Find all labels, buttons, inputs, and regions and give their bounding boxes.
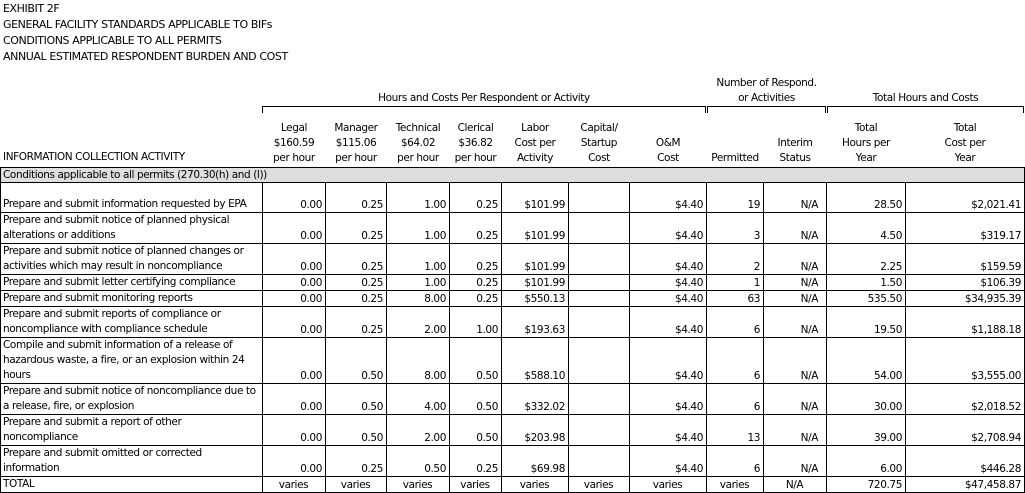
cell-permitted: 6: [707, 446, 764, 477]
col-header-clerical: [450, 121, 501, 166]
cell-legal: 0.00: [263, 307, 326, 338]
col-header-labor-line-3: Activity: [516, 152, 554, 164]
cell-clerical: 0.25: [450, 183, 502, 213]
exhibit-title: EXHIBIT 2F: [3, 2, 60, 15]
table-row: [1, 338, 1025, 384]
group-bracket-hours-costs: [262, 106, 706, 113]
col-header-legal-line-1: Legal: [280, 122, 308, 134]
col-header-technical-line-3: per hour: [397, 152, 439, 164]
cell-interim: N/A: [764, 244, 827, 275]
cell-total-cost: $319.17: [906, 213, 1025, 244]
cell-activity: Prepare and submit a report of other noncompliance: [1, 415, 263, 446]
col-header-labor: [502, 121, 568, 166]
cell-technical: 1.00: [387, 275, 450, 291]
exhibit-subtitle-1: GENERAL FACILITY STANDARDS APPLICABLE TO BIFs: [3, 18, 273, 31]
cell-activity: Prepare and submit notice of planned physical alterations or additions: [1, 213, 263, 244]
section-row: [1, 168, 1025, 183]
cell-capital: [569, 183, 630, 213]
cell-labor: varies: [502, 477, 569, 493]
cell-interim: N/A: [764, 477, 827, 493]
cell-total-hours: 28.50: [827, 183, 906, 213]
col-header-technical-line-2: $64.02: [400, 137, 436, 149]
col-header-clerical-line-1: Clerical: [457, 122, 494, 134]
cell-technical: 1.00: [387, 244, 450, 275]
cell-manager: 0.25: [326, 244, 387, 275]
cell-total-hours: 54.00: [827, 338, 906, 384]
group-heading-hours-costs: Hours and Costs Per Respondent or Activity: [378, 92, 590, 104]
cell-total-hours: 2.25: [827, 244, 906, 275]
cell-permitted: 6: [707, 338, 764, 384]
cell-legal: 0.00: [263, 183, 326, 213]
cell-interim: N/A: [764, 307, 827, 338]
cell-legal: 0.00: [263, 291, 326, 307]
cell-manager: 0.50: [326, 415, 387, 446]
cell-clerical: 0.25: [450, 275, 502, 291]
group-heading-num-respond-1: Number of Respond.: [716, 77, 817, 89]
cell-total-cost: $2,021.41: [906, 183, 1025, 213]
cell-legal: 0.00: [263, 275, 326, 291]
col-header-manager: [326, 121, 386, 166]
col-header-total-hours-line-2: Hours per: [842, 137, 890, 149]
cell-permitted: 6: [707, 307, 764, 338]
table-row: [1, 291, 1025, 307]
cell-capital: [569, 384, 630, 415]
col-header-labor-line-2: Cost per: [514, 137, 556, 149]
cell-activity: Prepare and submit omitted or corrected information: [1, 446, 263, 477]
cell-labor: $550.13: [502, 291, 569, 307]
cell-capital: [569, 446, 630, 477]
cell-total-hours: 720.75: [827, 477, 906, 493]
col-header-manager-line-1: Manager: [334, 122, 378, 134]
table-row: [1, 213, 1025, 244]
col-header-total-cost: [906, 121, 1024, 166]
col-header-capital-line-1: Capital/: [580, 122, 618, 134]
total-row: [1, 477, 1025, 493]
cell-total-hours: 4.50: [827, 213, 906, 244]
cell-interim: N/A: [764, 446, 827, 477]
cell-clerical: 0.25: [450, 213, 502, 244]
cell-clerical: 0.50: [450, 415, 502, 446]
cell-interim: N/A: [764, 183, 827, 213]
cell-activity: Prepare and submit reports of compliance or noncompliance with compliance schedule: [1, 307, 263, 338]
cell-manager: 0.25: [326, 275, 387, 291]
group-bracket-num-respond: [707, 106, 826, 113]
cell-technical: varies: [387, 477, 450, 493]
cell-permitted: 13: [707, 415, 764, 446]
col-header-capital-line-3: Cost: [588, 152, 610, 164]
cell-technical: 8.00: [387, 338, 450, 384]
cell-total-cost: $34,935.39: [906, 291, 1025, 307]
cell-interim: N/A: [764, 291, 827, 307]
cell-total-cost: $446.28: [906, 446, 1025, 477]
section-label: Conditions applicable to all permits (270.30(h) and (l)): [1, 168, 1025, 183]
cell-om: $4.40: [630, 213, 707, 244]
cell-technical: 8.00: [387, 291, 450, 307]
col-header-total-cost-line-2: Cost per: [944, 137, 986, 149]
cell-capital: varies: [569, 477, 630, 493]
cell-activity: TOTAL: [1, 477, 263, 493]
cell-legal: 0.00: [263, 338, 326, 384]
exhibit-header: [3, 1, 288, 65]
cell-total-hours: 6.00: [827, 446, 906, 477]
burden-table: [0, 167, 1025, 493]
cell-total-hours: 1.50: [827, 275, 906, 291]
col-header-manager-line-2: $115.06: [335, 137, 377, 149]
cell-total-cost: $3,555.00: [906, 338, 1025, 384]
table-row: [1, 275, 1025, 291]
cell-interim: N/A: [764, 415, 827, 446]
cell-labor: $101.99: [502, 244, 569, 275]
cell-interim: N/A: [764, 338, 827, 384]
cell-capital: [569, 244, 630, 275]
cell-total-hours: 39.00: [827, 415, 906, 446]
cell-om: $4.40: [630, 415, 707, 446]
col-header-labor-line-1: Labor: [521, 122, 549, 134]
cell-capital: [569, 307, 630, 338]
cell-clerical: varies: [450, 477, 502, 493]
cell-manager: 0.25: [326, 213, 387, 244]
col-header-interim-line-2: Status: [779, 152, 811, 164]
cell-labor: $69.98: [502, 446, 569, 477]
col-header-technical-line-1: Technical: [395, 122, 441, 134]
cell-total-cost: $2,708.94: [906, 415, 1025, 446]
cell-technical: 1.00: [387, 183, 450, 213]
cell-legal: varies: [263, 477, 326, 493]
cell-capital: [569, 415, 630, 446]
burden-table-body: [1, 168, 1025, 493]
col-header-interim: [764, 136, 826, 166]
cell-activity: Prepare and submit monitoring reports: [1, 291, 263, 307]
cell-activity: Prepare and submit notice of planned changes or activities which may result in noncompliance: [1, 244, 263, 275]
cell-interim: N/A: [764, 384, 827, 415]
cell-clerical: 0.50: [450, 338, 502, 384]
cell-capital: [569, 338, 630, 384]
col-header-om: [630, 136, 706, 166]
col-header-total-hours-line-1: Total: [854, 122, 878, 134]
cell-total-hours: 535.50: [827, 291, 906, 307]
cell-total-hours: 30.00: [827, 384, 906, 415]
cell-permitted: 2: [707, 244, 764, 275]
col-header-legal: [263, 121, 325, 166]
cell-total-cost: $106.39: [906, 275, 1025, 291]
group-heading-total: Total Hours and Costs: [872, 92, 979, 104]
group-bracket-total: [827, 106, 1024, 113]
cell-clerical: 0.25: [450, 244, 502, 275]
col-header-clerical-line-2: $36.82: [458, 137, 493, 149]
col-header-total-hours: [827, 121, 905, 166]
table-row: [1, 307, 1025, 338]
cell-manager: 0.25: [326, 291, 387, 307]
cell-om: $4.40: [630, 338, 707, 384]
exhibit-subtitle-2: CONDITIONS APPLICABLE TO ALL PERMITS: [3, 34, 222, 47]
col-header-om-line-2: Cost: [657, 152, 679, 164]
cell-labor: $203.98: [502, 415, 569, 446]
cell-permitted: 6: [707, 384, 764, 415]
table-row: [1, 384, 1025, 415]
cell-manager: 0.25: [326, 307, 387, 338]
col-header-legal-line-2: $160.59: [273, 137, 315, 149]
cell-permitted: 3: [707, 213, 764, 244]
cell-clerical: 0.50: [450, 384, 502, 415]
cell-om: $4.40: [630, 307, 707, 338]
cell-technical: 2.00: [387, 415, 450, 446]
cell-activity: Prepare and submit notice of noncompliance due to a release, fire, or explosion: [1, 384, 263, 415]
col-header-total-cost-line-1: Total: [953, 122, 977, 134]
exhibit-subtitle-3: ANNUAL ESTIMATED RESPONDENT BURDEN AND COST: [3, 50, 288, 63]
cell-legal: 0.00: [263, 446, 326, 477]
col-header-legal-line-3: per hour: [273, 152, 315, 164]
cell-labor: $101.99: [502, 183, 569, 213]
cell-om: varies: [630, 477, 707, 493]
cell-manager: 0.25: [326, 183, 387, 213]
col-header-om-line-1: O&M: [655, 137, 681, 149]
col-header-total-hours-line-3: Year: [855, 152, 877, 164]
cell-technical: 4.00: [387, 384, 450, 415]
cell-permitted: 63: [707, 291, 764, 307]
cell-labor: $101.99: [502, 213, 569, 244]
cell-clerical: 1.00: [450, 307, 502, 338]
table-row: [1, 446, 1025, 477]
cell-total-hours: 19.50: [827, 307, 906, 338]
cell-om: $4.40: [630, 384, 707, 415]
cell-legal: 0.00: [263, 213, 326, 244]
cell-legal: 0.00: [263, 384, 326, 415]
cell-manager: 0.50: [326, 338, 387, 384]
cell-clerical: 0.25: [450, 291, 502, 307]
cell-technical: 1.00: [387, 213, 450, 244]
cell-activity: Prepare and submit letter certifying compliance: [1, 275, 263, 291]
cell-capital: [569, 291, 630, 307]
cell-legal: 0.00: [263, 244, 326, 275]
cell-manager: 0.25: [326, 446, 387, 477]
cell-activity: Prepare and submit information requested by EPA: [1, 183, 263, 213]
cell-om: $4.40: [630, 446, 707, 477]
col-header-permitted: Permitted: [711, 152, 759, 164]
cell-total-cost: $1,188.18: [906, 307, 1025, 338]
cell-technical: 2.00: [387, 307, 450, 338]
cell-manager: varies: [326, 477, 387, 493]
cell-permitted: 1: [707, 275, 764, 291]
cell-capital: [569, 213, 630, 244]
cell-total-cost: $159.59: [906, 244, 1025, 275]
col-header-total-cost-line-3: Year: [954, 152, 976, 164]
cell-total-cost: $2,018.52: [906, 384, 1025, 415]
cell-technical: 0.50: [387, 446, 450, 477]
cell-om: $4.40: [630, 291, 707, 307]
cell-capital: [569, 275, 630, 291]
table-row: [1, 415, 1025, 446]
cell-manager: 0.50: [326, 384, 387, 415]
cell-clerical: 0.25: [450, 446, 502, 477]
cell-labor: $332.02: [502, 384, 569, 415]
col-header-technical: [387, 121, 449, 166]
col-header-interim-line-1: Interim: [777, 137, 813, 149]
cell-legal: 0.00: [263, 415, 326, 446]
table-row: [1, 244, 1025, 275]
cell-om: $4.40: [630, 275, 707, 291]
col-header-activity: INFORMATION COLLECTION ACTIVITY: [3, 151, 185, 163]
col-header-clerical-line-3: per hour: [454, 152, 497, 164]
cell-om: $4.40: [630, 244, 707, 275]
col-header-capital-line-2: Startup: [580, 137, 618, 149]
cell-total-cost: $47,458.87: [906, 477, 1025, 493]
group-heading-num-respond-2: or Activities: [738, 92, 795, 104]
cell-labor: $588.10: [502, 338, 569, 384]
cell-labor: $193.63: [502, 307, 569, 338]
cell-interim: N/A: [764, 275, 827, 291]
col-header-manager-line-3: per hour: [335, 152, 377, 164]
cell-om: $4.40: [630, 183, 707, 213]
cell-activity: Compile and submit information of a release of hazardous waste, a fire, or an explosion within 24 hours: [1, 338, 263, 384]
cell-labor: $101.99: [502, 275, 569, 291]
cell-permitted: 19: [707, 183, 764, 213]
col-header-capital: [569, 121, 629, 166]
cell-interim: N/A: [764, 213, 827, 244]
table-row: [1, 183, 1025, 213]
cell-permitted: varies: [707, 477, 764, 493]
